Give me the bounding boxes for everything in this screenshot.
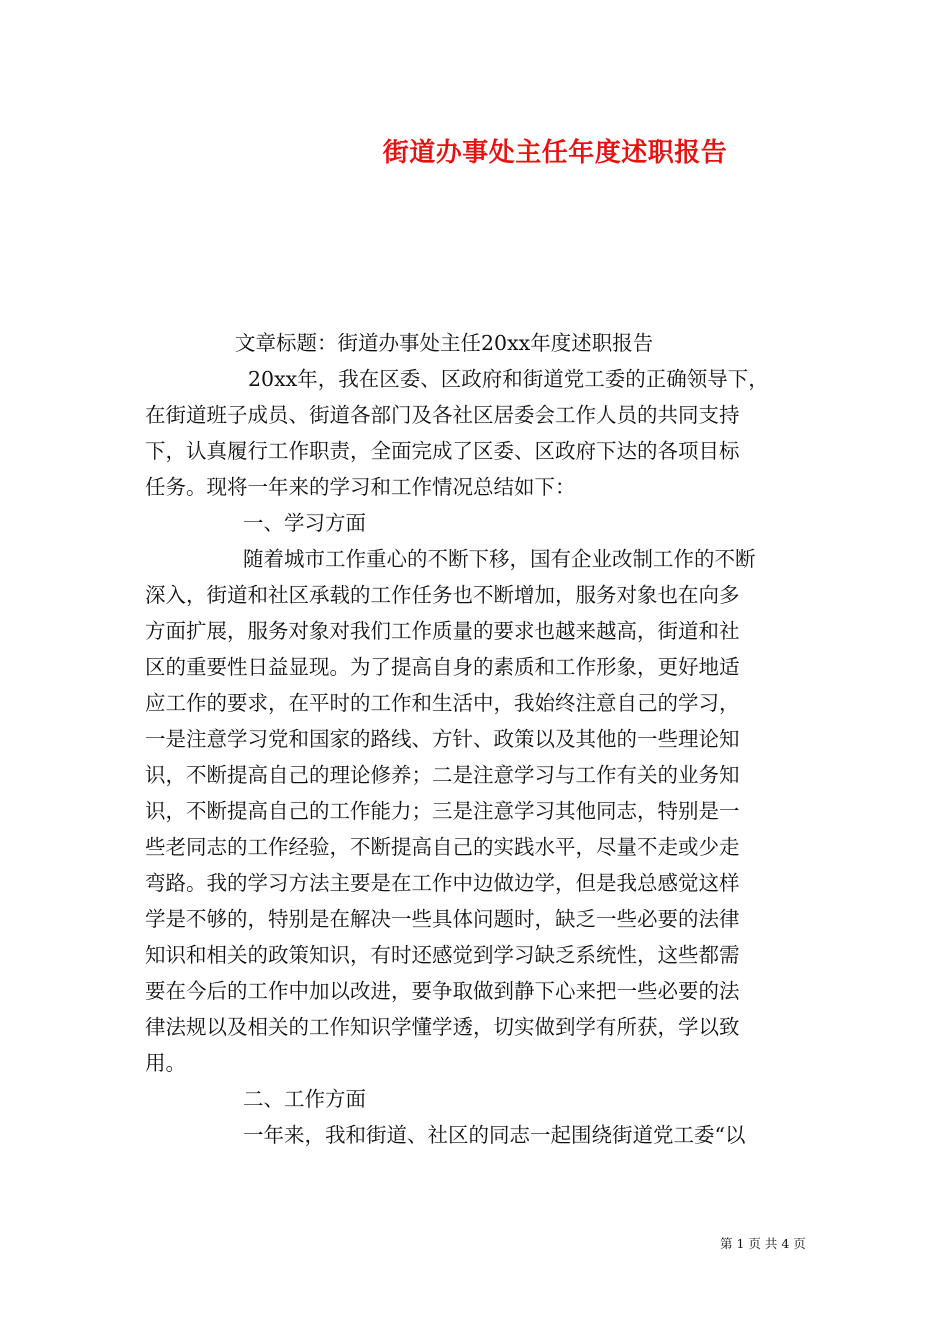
document-title: 街道办事处主任年度述职报告 [382, 138, 728, 168]
paragraph-line: 律法规以及相关的工作知识学懂学透，切实做到学有所获，学以致 [145, 1015, 740, 1039]
paragraph-line: 方面扩展，服务对象对我们工作质量的要求也越来越高，街道和社 [145, 619, 740, 643]
paragraph-line: 一是注意学习党和国家的路线、方针、政策以及其他的一些理论知 [145, 727, 740, 751]
section-heading-study: 一、学习方面 [243, 511, 366, 535]
paragraph-line: 些老同志的工作经验，不断提高自己的实践水平，尽量不走或少走 [145, 835, 740, 859]
paragraph-line: 用。 [145, 1051, 186, 1075]
section-heading-work: 二、工作方面 [243, 1087, 366, 1111]
paragraph-line: 下，认真履行工作职责，全面完成了区委、区政府下达的各项目标 [145, 439, 740, 463]
paragraph-line: 知识和相关的政策知识，有时还感觉到学习缺乏系统性，这些都需 [145, 943, 740, 967]
page-number-footer: 第 1 页 共 4 页 [720, 1236, 806, 1251]
paragraph-line: 学是不够的，特别是在解决一些具体问题时，缺乏一些必要的法律 [145, 907, 740, 931]
paragraph-line: 任务。现将一年来的学习和工作情况总结如下： [145, 475, 576, 499]
paragraph-line: 区的重要性日益显现。为了提高自身的素质和工作形象，更好地适 [145, 655, 740, 679]
paragraph-line: 一年来，我和街道、社区的同志一起围绕街道党工委“以 [243, 1123, 746, 1147]
paragraph-line: 识，不断提高自己的工作能力；三是注意学习其他同志，特别是一 [145, 799, 740, 823]
paragraph-line: 要在今后的工作中加以改进，要争取做到静下心来把一些必要的法 [145, 979, 740, 1003]
document-body [145, 325, 805, 1153]
paragraph-line: 在街道班子成员、街道各部门及各社区居委会工作人员的共同支持 [145, 403, 740, 427]
paragraph-line: 识，不断提高自己的理论修养；二是注意学习与工作有关的业务知 [145, 763, 740, 787]
paragraph-line: 深入，街道和社区承载的工作任务也不断增加，服务对象也在向多 [145, 583, 740, 607]
paragraph-line: 弯路。我的学习方法主要是在工作中边做边学，但是我总感觉这样 [145, 871, 740, 895]
paragraph-line: 应工作的要求，在平时的工作和生活中，我始终注意自己的学习， [145, 691, 740, 715]
article-title-line: 文章标题：街道办事处主任20xx年度述职报告 [235, 331, 654, 355]
paragraph-line: 随着城市工作重心的不断下移，国有企业改制工作的不断 [243, 547, 756, 571]
paragraph-line: 20xx年，我在区委、区政府和街道党工委的正确领导下， [248, 367, 769, 391]
